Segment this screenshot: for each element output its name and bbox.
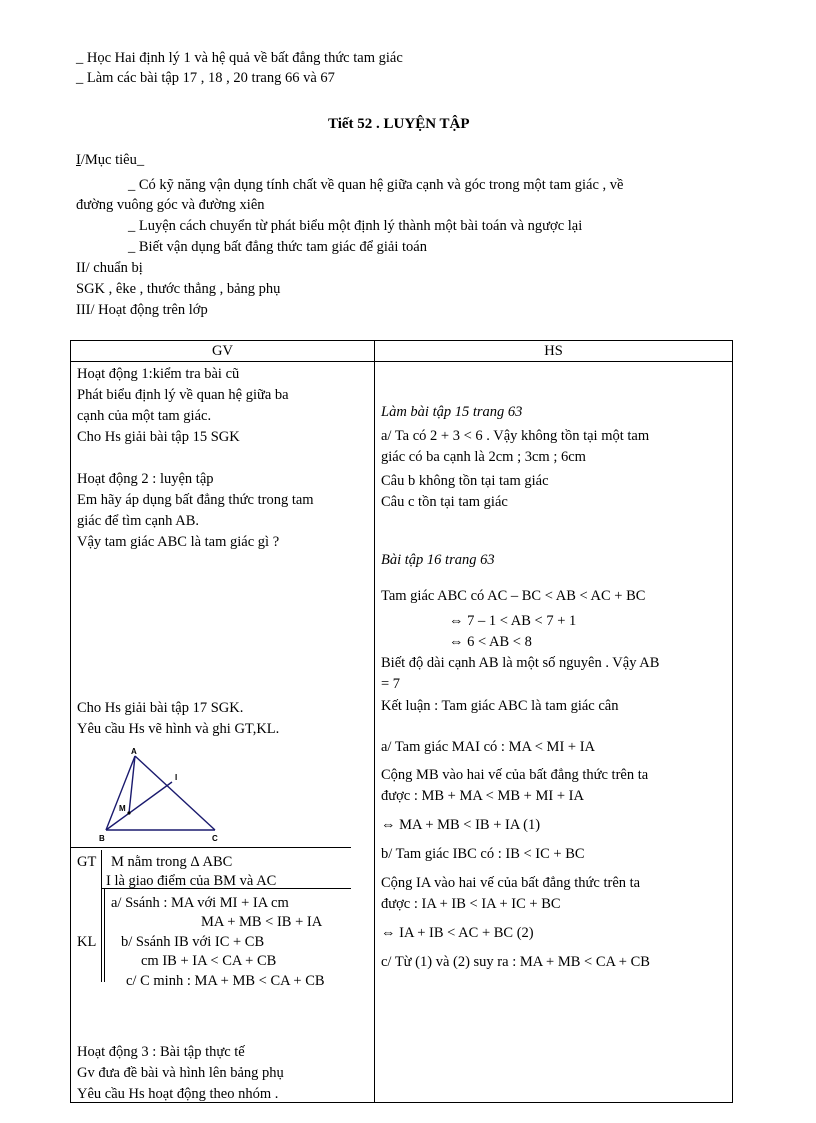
- figure-label-i: I: [175, 773, 178, 782]
- hs-text: Cộng IA vào hai vế của bất đẳng thức trên ta: [381, 875, 641, 891]
- hs-text: Biết độ dài cạnh AB là một số nguyên . Vậy AB: [381, 655, 660, 671]
- gv-activity-1-title: Hoạt động 1:kiểm tra bài cũ: [77, 366, 240, 382]
- kl-item: a/ Ssánh : MA với MI + IA cm: [111, 895, 289, 911]
- objectives-heading-prefix: I: [76, 152, 81, 168]
- gt-item: M nằm trong Δ ABC: [111, 854, 233, 870]
- hs-text: Cộng MB vào hai vế của bất đẳng thức trên ta: [381, 767, 649, 783]
- hs-text: c/ Từ (1) và (2) suy ra : MA + MB < CA + CB: [381, 954, 650, 970]
- activity-table: [70, 340, 733, 1103]
- gv-text: Yêu cầu Hs hoạt động theo nhóm .: [77, 1086, 279, 1102]
- prep-items: SGK , êke , thước thẳng , bảng phụ: [76, 281, 281, 297]
- gt-top-rule: [71, 847, 351, 848]
- column-header-hs: HS: [375, 341, 733, 362]
- hs-text: Tam giác ABC có AC – BC < AB < AC + BC: [381, 588, 646, 604]
- gv-text: Cho Hs giải bài tập 15 SGK: [77, 429, 240, 445]
- figure-label-a: A: [131, 747, 137, 756]
- objective-3: _ Biết vận dụng bất đẳng thức tam giác để giải toán: [128, 239, 427, 255]
- kl-item: b/ Ssánh IB với IC + CB: [121, 934, 265, 950]
- gv-text: cạnh của một tam giác.: [77, 408, 212, 424]
- hs-equation: ⇔ IA + IB < AC + BC (2): [381, 925, 534, 941]
- hs-text: được : IA + IB < IA + IC + BC: [381, 896, 561, 912]
- gv-cell: [71, 362, 374, 1102]
- hs-text: Câu b không tồn tại tam giác: [381, 473, 549, 489]
- gv-text: Phát biểu định lý về quan hệ giữa ba: [77, 387, 289, 403]
- gv-text: Em hãy áp dụng bất đẳng thức trong tam: [77, 492, 314, 508]
- triangle-figure: [85, 747, 245, 842]
- kl-label: KL: [77, 934, 97, 950]
- kl-item: c/ C minh : MA + MB < CA + CB: [126, 973, 325, 989]
- hs-equation: ⇔ 6 < AB < 8: [449, 634, 532, 650]
- hs-text: a/ Tam giác MAI có : MA < MI + IA: [381, 739, 596, 755]
- figure-label-c: C: [212, 834, 218, 843]
- column-header-gv: GV: [71, 341, 375, 362]
- gt-item: I là giao điểm của BM và AC: [106, 873, 277, 889]
- hs-text: b/ Tam giác IBC có : IB < IC + BC: [381, 846, 585, 862]
- gv-text: giác để tìm cạnh AB.: [77, 513, 200, 529]
- gt-kl-block: [71, 850, 371, 990]
- hs-equation: ⇔ 7 – 1 < AB < 7 + 1: [449, 613, 577, 629]
- hs-exercise-15-title: Làm bài tập 15 trang 63: [381, 404, 523, 420]
- hs-text: giác có ba cạnh là 2cm ; 3cm ; 6cm: [381, 449, 586, 465]
- gv-text: Yêu cầu Hs vẽ hình và ghi GT,KL.: [77, 721, 280, 737]
- objective-1-line-2: đường vuông góc và đường xiên: [76, 197, 265, 213]
- hs-text: được : MB + MA < MB + MI + IA: [381, 788, 584, 804]
- hs-cell: [375, 362, 732, 1102]
- gt-vertical-rule-2: [104, 888, 105, 982]
- activities-heading: III/ Hoạt động trên lớp: [76, 302, 208, 318]
- gv-text: Gv đưa đề bài và hình lên bảng phụ: [77, 1065, 284, 1081]
- objective-2: _ Luyện cách chuyển từ phát biểu một định lý thành một bài toán và ngược lại: [128, 218, 583, 234]
- kl-item: cm IB + IA < CA + CB: [141, 953, 277, 969]
- gt-vertical-rule-1: [101, 850, 102, 982]
- lesson-title: Tiết 52 . LUYỆN TẬP: [328, 116, 470, 132]
- kl-item: MA + MB < IB + IA: [201, 914, 323, 930]
- prep-heading: II/ chuẩn bị: [76, 260, 143, 276]
- gv-text: Cho Hs giải bài tập 17 SGK.: [77, 700, 244, 716]
- gv-text: Vậy tam giác ABC là tam giác gì ?: [77, 534, 280, 550]
- gt-label: GT: [77, 854, 97, 870]
- intro-line-2: _ Làm các bài tập 17 , 18 , 20 trang 66 và 67: [76, 70, 335, 86]
- hs-text: Câu c tồn tại tam giác: [381, 494, 508, 510]
- hs-text: a/ Ta có 2 + 3 < 6 . Vậy không tồn tại một tam: [381, 428, 650, 444]
- objectives-heading: [76, 150, 144, 171]
- hs-text: = 7: [381, 676, 401, 692]
- hs-conclusion: Kết luận : Tam giác ABC là tam giác cân: [381, 698, 619, 714]
- objectives-heading-rest: /Mục tiêu_: [80, 152, 145, 168]
- figure-label-m: M: [119, 804, 126, 813]
- hs-equation: ⇔ MA + MB < IB + IA (1): [381, 817, 541, 833]
- figure-label-b: B: [99, 834, 105, 843]
- intro-line-1: _ Học Hai định lý 1 và hệ quả về bất đẳng thức tam giác: [76, 50, 403, 66]
- gv-activity-3-title: Hoạt động 3 : Bài tập thực tế: [77, 1044, 245, 1060]
- hs-exercise-16-title: Bài tập 16 trang 63: [381, 552, 495, 568]
- gv-activity-2-title: Hoạt động 2 : luyện tập: [77, 471, 214, 487]
- objective-1-line-1: _ Có kỹ năng vận dụng tính chất về quan hệ giữa cạnh và góc trong một tam giác , về: [128, 177, 624, 193]
